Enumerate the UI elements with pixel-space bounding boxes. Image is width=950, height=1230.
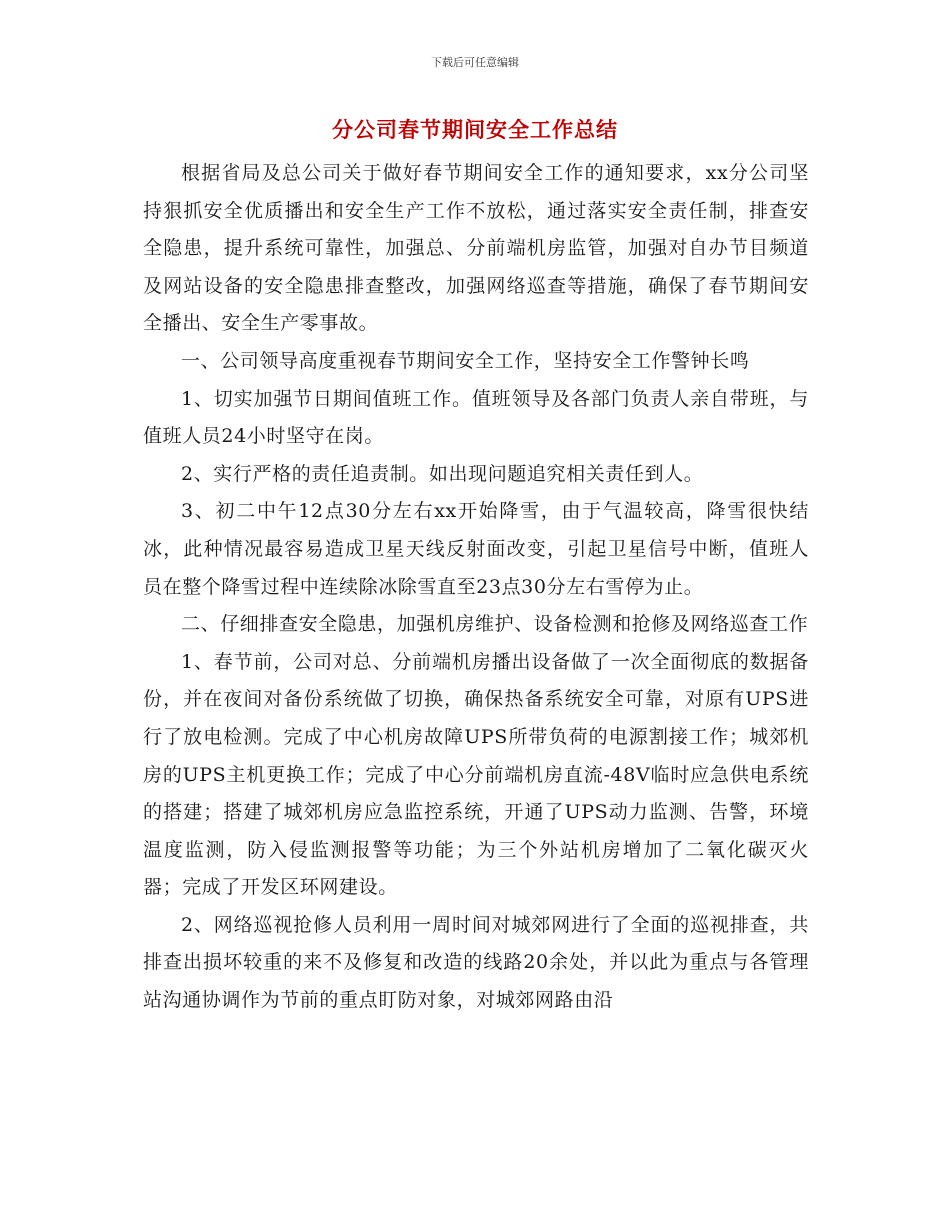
paragraph-1-2: 2、实行严格的责任追责制。如出现问题追究相关责任到人。 [181, 462, 704, 485]
paragraph-2-2: 2、网络巡视抢修人员利用一周时间对城郊网进行了全面的巡视排查，共排查出损坏较重的来不及修复和改造的线路20余处，并以此为重点与各管理站沟通协调作为节前的重点盯防对象，对城郊网路由沿 [143, 913, 809, 1012]
section-heading-2: 二、仔细排查安全隐患，加强机房维护、设备检测和抢修及网络巡查工作 [181, 613, 809, 636]
document-title: 分公司春节期间安全工作总结 [332, 117, 618, 142]
header-note: 下载后可任意编辑 [431, 56, 519, 69]
paragraph-1-1: 1、切实加强节日期间值班工作。值班领导及各部门负责人亲自带班，与值班人员24小时坚守在岗。 [143, 387, 809, 448]
document-body [143, 155, 809, 1020]
paragraph-1-3: 3、初二中午12点30分左右xx开始降雪，由于气温较高，降雪很快结冰，此种情况最容易造成卫星天线反射面改变，引起卫星信号中断，值班人员在整个降雪过程中连续除冰除雪直至23点30分左右雪停为止。 [143, 500, 809, 598]
paragraph-2-1: 1、春节前，公司对总、分前端机房播出设备做了一次全面彻底的数据备份，并在夜间对备份系统做了切换，确保热备系统安全可靠，对原有UPS进行了放电检测。完成了中心机房故障UPS所带负荷的电源割接工作；城郊机房的UPS主机更换工作；完成了中心分前端机房直流-48V临时应急供电系统的搭建；搭建了城郊机房应急监控系统，开通了UPS动力监测、告警，环境温度监测，防入侵监测报警等功能；为三个外站机房增加了二氧化碳灭火器；完成了开发区环网建设。 [143, 650, 809, 899]
section-heading-1: 一、公司领导高度重视春节期间安全工作，坚持安全工作警钟长鸣 [181, 349, 750, 372]
intro-paragraph: 根据省局及总公司关于做好春节期间安全工作的通知要求，xx分公司坚持狠抓安全优质播出和安全生产工作不放松，通过落实安全责任制，排查安全隐患，提升系统可靠性，加强总、分前端机房监管，加强对自办节目频道及网站设备的安全隐患排查整改，加强网络巡查等措施，确保了春节期间安全播出、安全生产零事故。 [143, 162, 809, 335]
